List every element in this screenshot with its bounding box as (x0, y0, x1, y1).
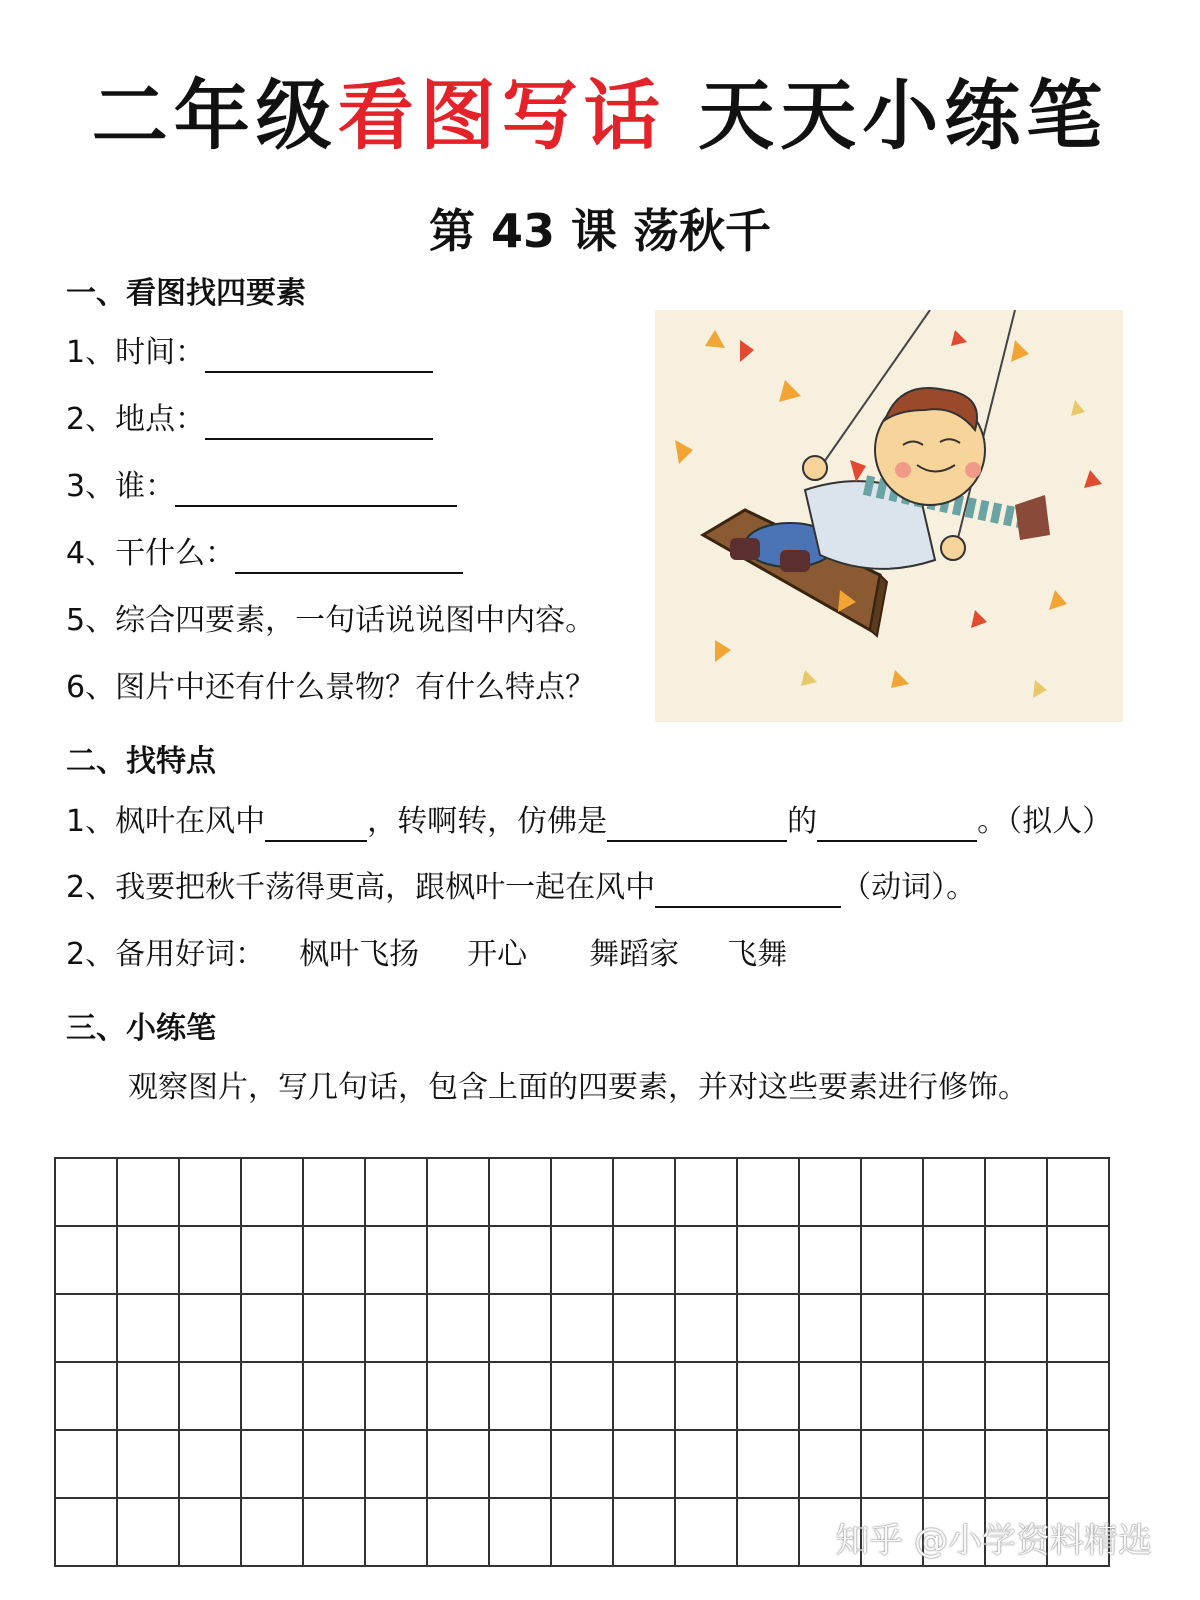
grid-cell[interactable] (552, 1159, 614, 1227)
writing-prompt: 观察图片，写几句话，包含上面的四要素，并对这些要素进行修饰。 (128, 1070, 1028, 1105)
grid-cell[interactable] (862, 1431, 924, 1499)
question-time: 1、时间： (66, 333, 433, 373)
question-scenery: 6、图片中还有什么景物？有什么特点？ (66, 670, 596, 705)
grid-cell[interactable] (180, 1499, 242, 1567)
grid-row (56, 1431, 1110, 1499)
grid-cell[interactable] (490, 1499, 552, 1567)
grid-cell[interactable] (56, 1295, 118, 1363)
grid-cell[interactable] (428, 1499, 490, 1567)
grid-cell[interactable] (118, 1295, 180, 1363)
grid-cell[interactable] (676, 1363, 738, 1431)
grid-cell[interactable] (986, 1159, 1048, 1227)
grid-cell[interactable] (118, 1363, 180, 1431)
grid-cell[interactable] (738, 1159, 800, 1227)
grid-cell[interactable] (242, 1159, 304, 1227)
good-word: 枫叶飞扬 (299, 937, 420, 972)
grid-cell[interactable] (862, 1227, 924, 1295)
grid-cell[interactable] (676, 1431, 738, 1499)
grid-cell[interactable] (242, 1431, 304, 1499)
good-words-label: 2、备用好词： (66, 937, 266, 972)
good-word: 飞舞 (727, 937, 788, 972)
grid-cell[interactable] (428, 1227, 490, 1295)
question-place: 2、地点： (66, 400, 433, 440)
grid-cell[interactable] (428, 1431, 490, 1499)
grid-cell[interactable] (552, 1363, 614, 1431)
answer-blank-leaf-action[interactable] (265, 808, 367, 842)
feature-question-1: 1、枫叶在风中 ，转啊转，仿佛是 的 。（拟人） (66, 802, 1112, 842)
grid-cell[interactable] (614, 1499, 676, 1567)
grid-cell[interactable] (242, 1227, 304, 1295)
grid-cell[interactable] (614, 1227, 676, 1295)
grid-cell[interactable] (986, 1431, 1048, 1499)
answer-blank-place[interactable] (205, 406, 433, 440)
grid-cell[interactable] (924, 1159, 986, 1227)
answer-blank-like-who[interactable] (607, 808, 787, 842)
grid-cell[interactable] (986, 1227, 1048, 1295)
grid-cell[interactable] (800, 1431, 862, 1499)
grid-cell[interactable] (242, 1295, 304, 1363)
grid-cell[interactable] (738, 1227, 800, 1295)
grid-cell[interactable] (862, 1363, 924, 1431)
grid-cell[interactable] (738, 1431, 800, 1499)
grid-cell[interactable] (118, 1159, 180, 1227)
question-who: 3、谁： (66, 467, 457, 507)
grid-cell[interactable] (1048, 1159, 1110, 1227)
good-words-row (66, 935, 787, 975)
grid-cell[interactable] (304, 1227, 366, 1295)
answer-blank-like-what[interactable] (817, 808, 977, 842)
grid-cell[interactable] (800, 1295, 862, 1363)
section-2-heading: 二、找特点 (66, 744, 216, 779)
grid-cell[interactable] (676, 1499, 738, 1567)
grid-cell[interactable] (738, 1499, 800, 1567)
grid-row (56, 1295, 1110, 1363)
grid-cell[interactable] (490, 1295, 552, 1363)
grid-cell[interactable] (180, 1295, 242, 1363)
grid-cell[interactable] (490, 1363, 552, 1431)
grid-cell[interactable] (366, 1159, 428, 1227)
grid-cell[interactable] (614, 1159, 676, 1227)
grid-cell[interactable] (800, 1227, 862, 1295)
grid-cell[interactable] (1048, 1431, 1110, 1499)
swing-illustration (655, 310, 1123, 722)
grid-cell[interactable] (552, 1431, 614, 1499)
grid-cell[interactable] (924, 1431, 986, 1499)
section-1-heading: 一、看图找四要素 (66, 276, 306, 311)
grid-cell[interactable] (304, 1431, 366, 1499)
grid-cell[interactable] (800, 1159, 862, 1227)
grid-cell[interactable] (552, 1227, 614, 1295)
answer-blank-what[interactable] (235, 540, 463, 574)
grid-cell[interactable] (366, 1431, 428, 1499)
good-word: 开心 (467, 937, 528, 972)
grid-cell[interactable] (118, 1499, 180, 1567)
grid-cell[interactable] (56, 1431, 118, 1499)
grid-row (56, 1159, 1110, 1227)
grid-cell[interactable] (56, 1227, 118, 1295)
grid-cell[interactable] (56, 1363, 118, 1431)
question-what: 4、干什么： (66, 534, 463, 574)
grid-cell[interactable] (924, 1363, 986, 1431)
grid-cell[interactable] (242, 1499, 304, 1567)
watermark: 知乎 @小学资料精选 (835, 1521, 1152, 1561)
grid-cell[interactable] (676, 1295, 738, 1363)
grid-cell[interactable] (56, 1159, 118, 1227)
feature-question-2: 2、我要把秋千荡得更高，跟枫叶一起在风中 （动词）。 (66, 868, 976, 908)
grid-cell[interactable] (738, 1363, 800, 1431)
grid-cell[interactable] (366, 1499, 428, 1567)
grid-cell[interactable] (490, 1159, 552, 1227)
answer-blank-verb[interactable] (655, 874, 841, 908)
grid-cell[interactable] (614, 1363, 676, 1431)
grid-cell[interactable] (552, 1295, 614, 1363)
grid-cell[interactable] (304, 1295, 366, 1363)
grid-cell[interactable] (1048, 1227, 1110, 1295)
grid-cell[interactable] (118, 1227, 180, 1295)
grid-row (56, 1363, 1110, 1431)
grid-cell[interactable] (180, 1363, 242, 1431)
grid-cell[interactable] (56, 1499, 118, 1567)
section-3-heading: 三、小练笔 (66, 1011, 216, 1046)
grid-cell[interactable] (1048, 1295, 1110, 1363)
grid-cell[interactable] (304, 1363, 366, 1431)
grid-cell[interactable] (738, 1295, 800, 1363)
grid-cell[interactable] (366, 1295, 428, 1363)
grid-cell[interactable] (428, 1159, 490, 1227)
title-part-practice: 天天小练笔 (665, 71, 1109, 160)
grid-cell[interactable] (428, 1363, 490, 1431)
answer-blank-time[interactable] (205, 339, 433, 373)
grid-cell[interactable] (614, 1295, 676, 1363)
grid-cell[interactable] (180, 1159, 242, 1227)
grid-cell[interactable] (366, 1363, 428, 1431)
grid-cell[interactable] (180, 1227, 242, 1295)
question-summary: 5、综合四要素，一句话说说图中内容。 (66, 603, 596, 638)
grid-cell[interactable] (1048, 1363, 1110, 1431)
grid-cell[interactable] (800, 1363, 862, 1431)
grid-cell[interactable] (118, 1431, 180, 1499)
good-word: 舞蹈家 (589, 937, 680, 972)
grid-cell[interactable] (986, 1295, 1048, 1363)
grid-cell[interactable] (676, 1159, 738, 1227)
grid-cell[interactable] (428, 1295, 490, 1363)
grid-cell[interactable] (490, 1227, 552, 1295)
grid-cell[interactable] (676, 1227, 738, 1295)
title-part-highlight: 看图写话 (337, 71, 666, 160)
grid-cell[interactable] (862, 1159, 924, 1227)
grid-cell[interactable] (986, 1363, 1048, 1431)
grid-cell[interactable] (552, 1499, 614, 1567)
writing-grid[interactable] (54, 1157, 1110, 1567)
grid-cell[interactable] (366, 1227, 428, 1295)
grid-cell[interactable] (304, 1499, 366, 1567)
grid-row (56, 1227, 1110, 1295)
grid-cell[interactable] (180, 1431, 242, 1499)
grid-cell[interactable] (304, 1159, 366, 1227)
grid-cell[interactable] (614, 1431, 676, 1499)
title-part-grade: 二年级 (91, 71, 338, 160)
grid-cell[interactable] (924, 1227, 986, 1295)
answer-blank-who[interactable] (175, 473, 457, 507)
grid-cell[interactable] (862, 1295, 924, 1363)
grid-cell[interactable] (924, 1295, 986, 1363)
grid-cell[interactable] (490, 1431, 552, 1499)
lesson-title: 第 43 课 荡秋千 (428, 204, 772, 258)
worksheet-title (0, 55, 1200, 164)
grid-cell[interactable] (242, 1363, 304, 1431)
